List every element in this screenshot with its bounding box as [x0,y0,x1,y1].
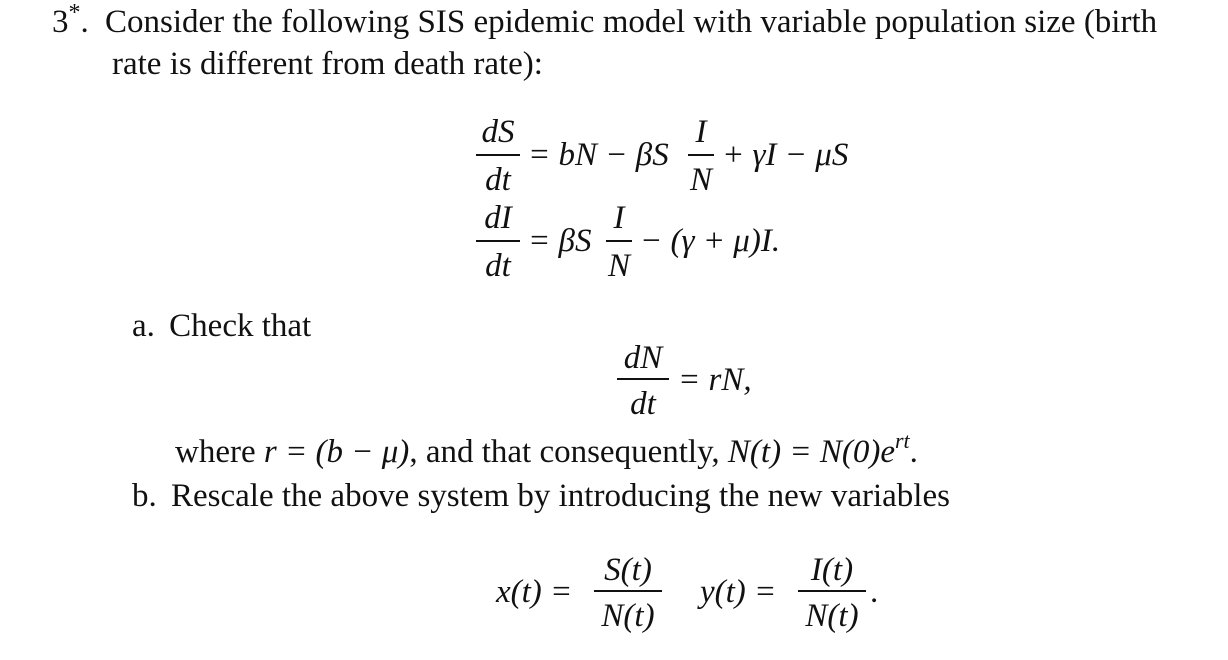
eq2-middle: = βS [528,223,592,259]
eq1-tail: + γI − μS [722,137,849,173]
part-a-line [132,310,311,343]
eq3-lhs-denominator: dt [630,386,656,422]
where-n-solution: N(t) = N(0)e [727,434,895,470]
eq3-lhs-fraction [617,340,669,420]
eq1-lhs-fraction [476,114,520,198]
eq2-inner-fraction-bar [606,240,632,242]
rescale-end-period: . [870,574,879,610]
part-a-text: Check that [169,308,312,344]
eq2-lhs-denominator: dt [485,248,511,284]
x-fraction-bar [594,590,662,592]
where-prefix: where [175,434,264,470]
part-b-text: Rescale the above system by introducing the new variables [171,478,950,514]
eq3-lhs-fraction-bar [617,378,669,380]
problem-star-marker: * [68,0,81,26]
x-fraction [594,548,662,638]
eq2-inner-numerator: I [613,200,625,236]
y-lhs: y(t) = [700,574,777,610]
eq2-lhs-fraction-bar [476,240,520,242]
eq1-lhs-numerator: dS [481,114,515,150]
y-numerator: I(t) [810,552,854,588]
eq2-inner-denominator: N [607,248,630,284]
eq1-inner-numerator: I [695,114,707,150]
part-a-where-line [175,428,918,470]
eq1-inner-denominator: N [689,162,712,198]
part-a-label: a. [132,308,155,344]
eq1-middle: = bN − βS [528,137,669,173]
problem-number-separator: . [80,4,89,40]
eq3-rhs: = rN, [678,362,752,398]
problem-intro-line2: rate is different from death rate): [112,46,543,82]
where-r-definition: r = (b − μ) [263,434,410,470]
eq1-lhs-fraction-bar [476,154,520,156]
eq2-lhs-fraction [476,200,520,284]
x-numerator: S(t) [604,552,652,588]
y-fraction [798,548,866,638]
where-exponent: rt [894,428,910,453]
problem-number: 3 [52,4,69,40]
part-b-label: b. [132,478,157,514]
problem-intro-line1: Consider the following SIS epidemic model with variable population size (birth [105,4,1158,40]
where-end-period: . [909,434,918,470]
x-lhs: x(t) = [496,574,573,610]
eq2-tail: − (γ + μ)I. [640,223,781,259]
eq3-lhs-numerator: dN [623,340,663,376]
eq2-inner-fraction [606,200,632,284]
problem-header-line1 [52,0,1158,40]
y-denominator: N(t) [805,598,859,634]
eq1-inner-fraction [688,114,714,198]
eq1-lhs-denominator: dt [485,162,511,198]
eq1-inner-fraction-bar [688,154,714,156]
part-b-line [132,480,950,513]
eq2-lhs-numerator: dI [484,200,512,236]
x-denominator: N(t) [601,598,655,634]
where-middle-text: , and that consequently, [409,434,728,470]
y-fraction-bar [798,590,866,592]
